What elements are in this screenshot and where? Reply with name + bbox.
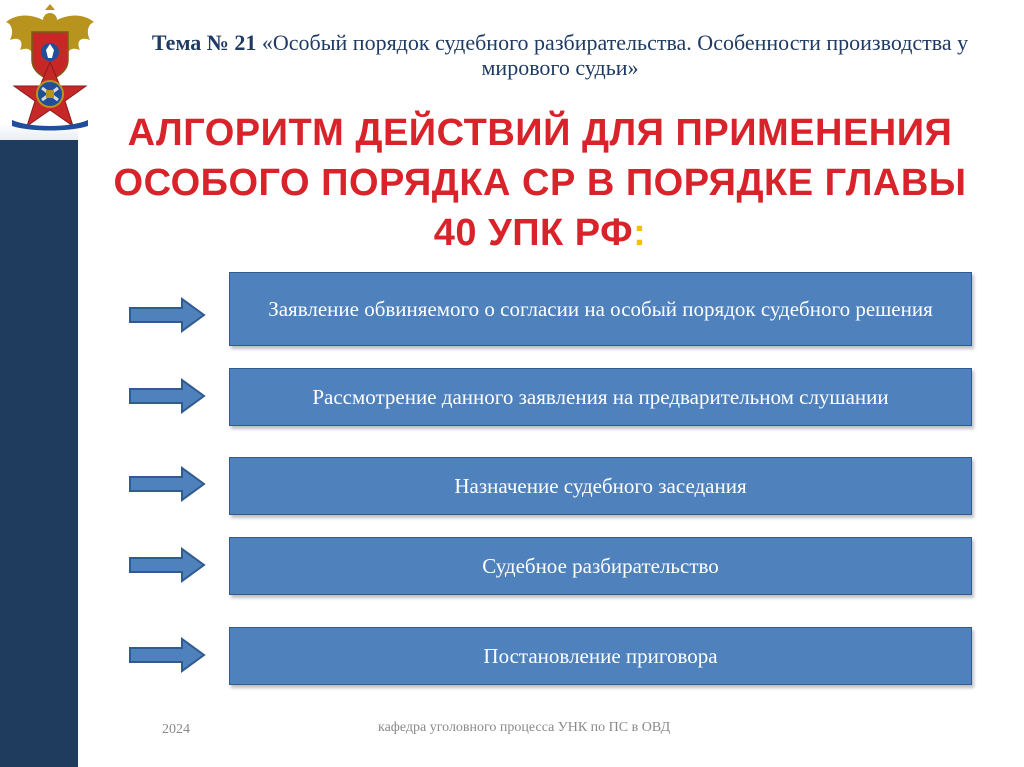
step-box-4 [229, 537, 972, 595]
arrow-right-icon [128, 465, 206, 503]
emblem-icon [2, 2, 98, 132]
main-title [100, 108, 980, 258]
arrow-right-icon [128, 377, 206, 415]
title-colon: : [633, 212, 647, 254]
step-label: Назначение судебного заседания [454, 473, 747, 498]
step-box-5 [229, 627, 972, 685]
step-box-1 [229, 272, 972, 346]
topic-text: «Особый порядок судебного разбирательства. Особенности производства у мирового судьи» [261, 30, 969, 80]
step-label: Рассмотрение данного заявления на предварительном слушании [312, 384, 889, 409]
step-label: Заявление обвиняемого о согласии на особый порядок судебного решения [268, 296, 933, 321]
arrow-right-icon [128, 296, 206, 334]
sidebar-bar [0, 140, 78, 767]
footer-department: кафедра уголовного процесса УНК по ПС в ОВД [378, 720, 671, 735]
step-label: Постановление приговора [483, 643, 718, 668]
step-label: Судебное разбирательство [482, 553, 719, 578]
footer-year: 2024 [162, 722, 190, 737]
step-box-3 [229, 457, 972, 515]
step-box-2 [229, 368, 972, 426]
topic-heading [150, 30, 970, 80]
arrow-right-icon [128, 636, 206, 674]
arrow-right-icon [128, 546, 206, 584]
topic-prefix: Тема № 21 [151, 30, 257, 55]
main-title-text: АЛГОРИТМ ДЕЙСТВИЙ ДЛЯ ПРИМЕНЕНИЯ ОСОБОГО ПОРЯДКА СР В ПОРЯДКЕ ГЛАВЫ 40 УПК РФ [113, 112, 967, 254]
